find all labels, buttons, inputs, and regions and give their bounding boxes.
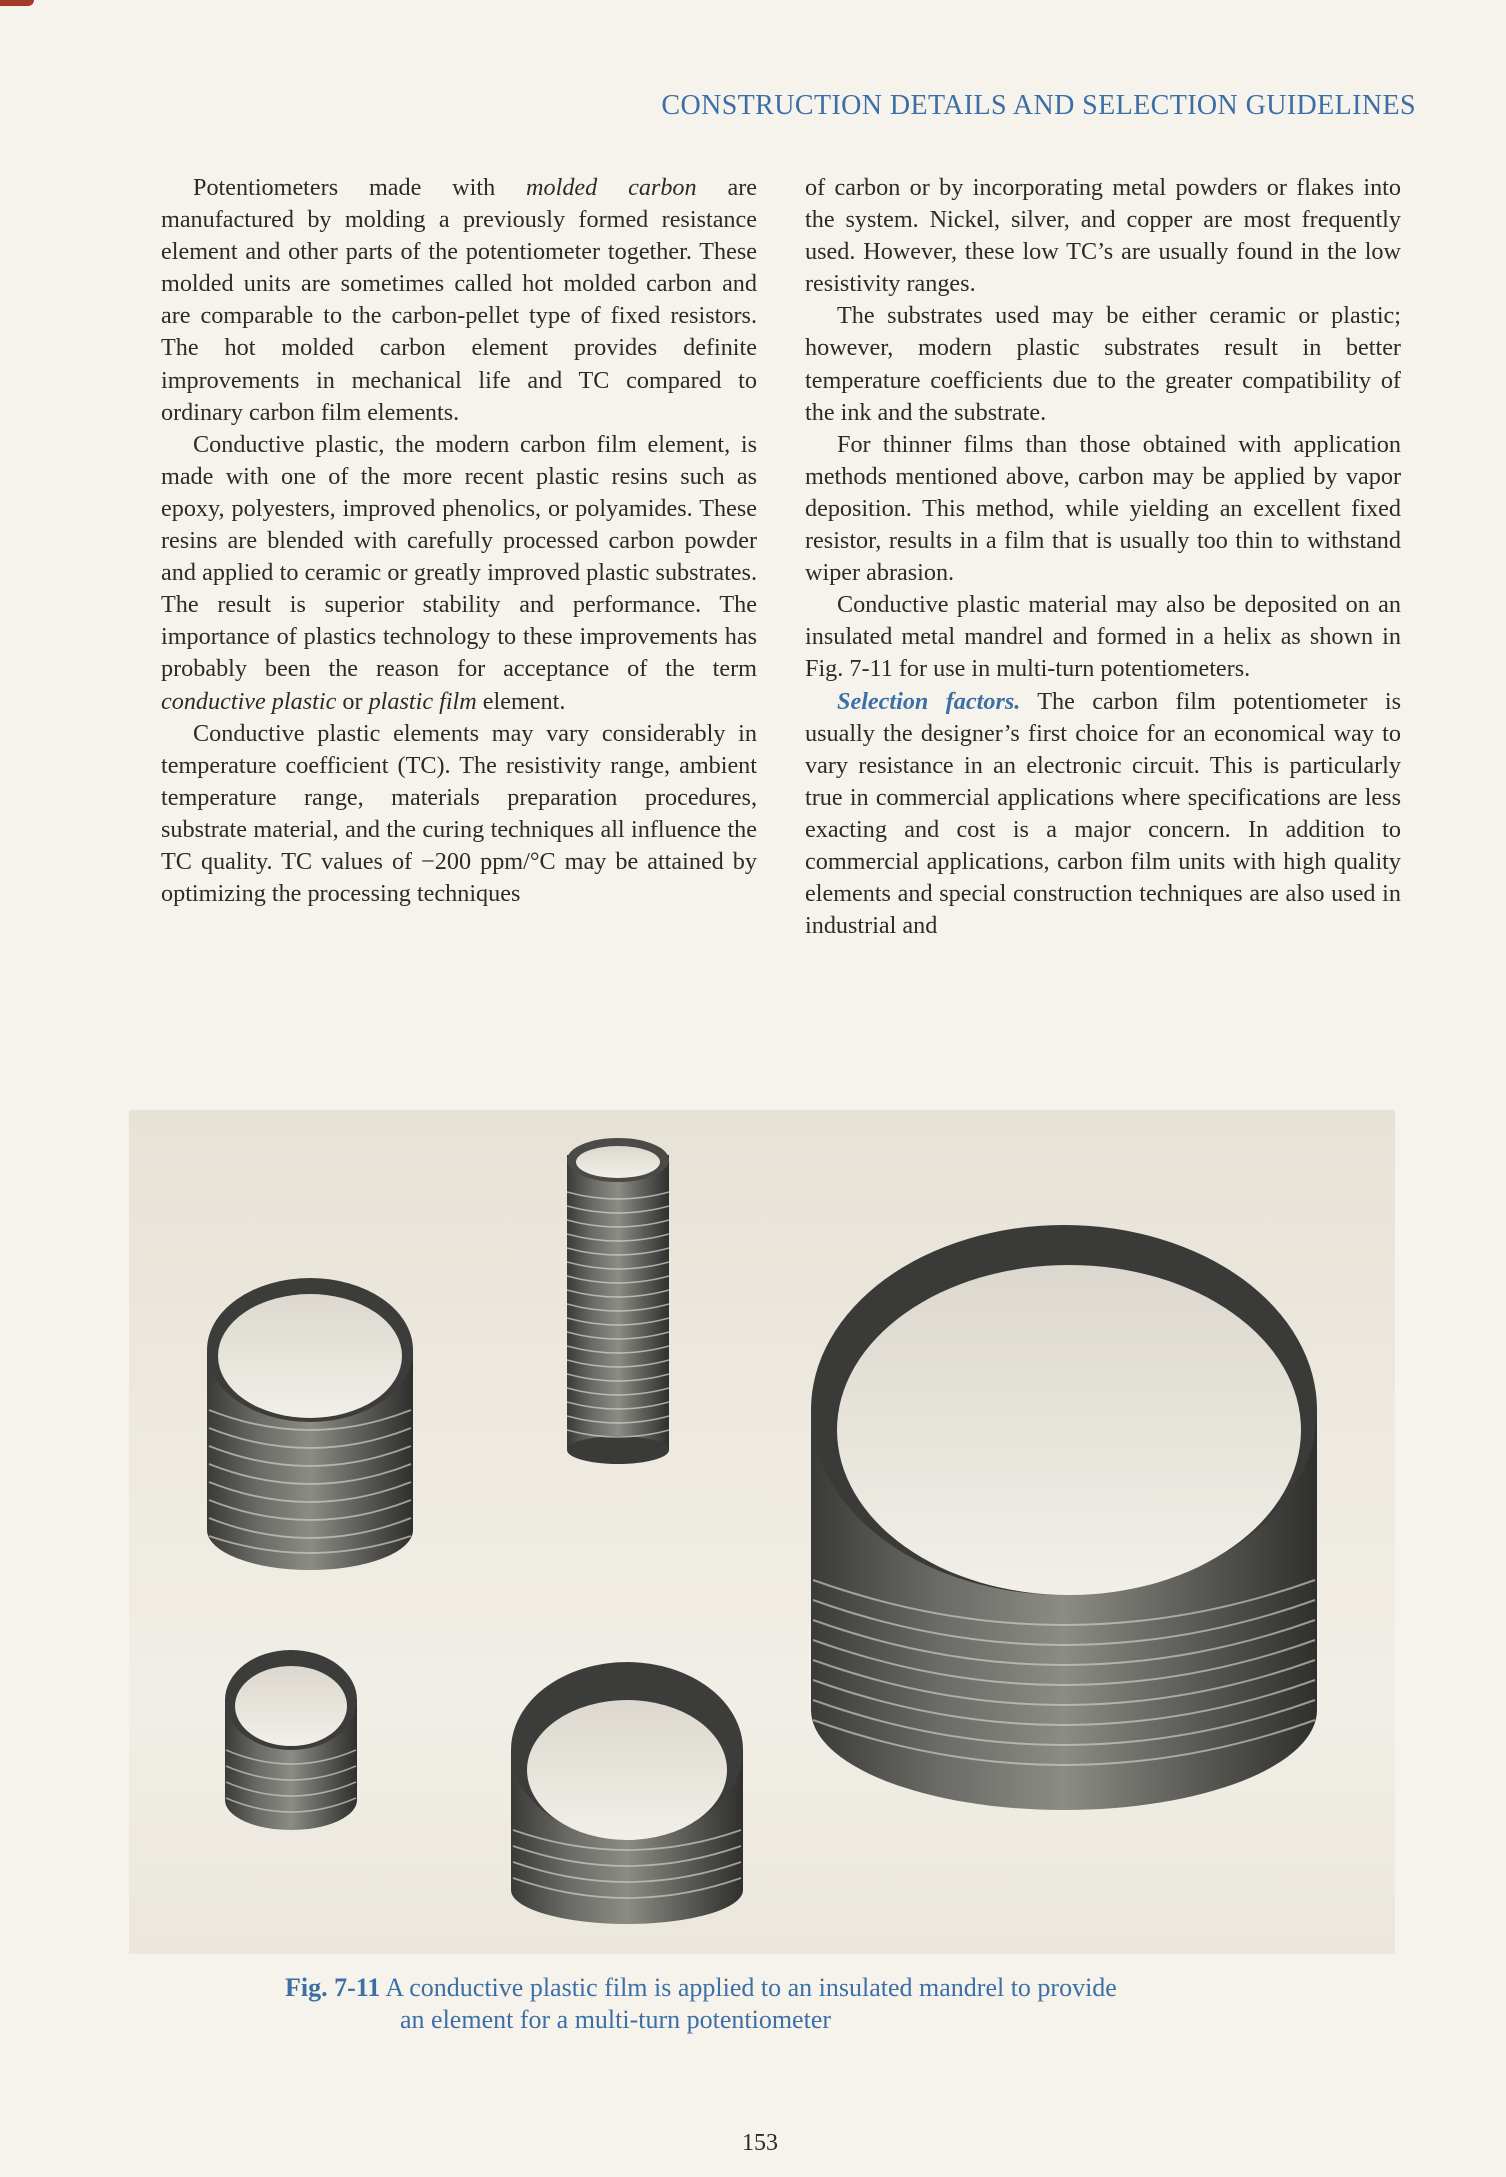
term-plastic-film: plastic film [368,687,477,715]
corner-print-mark [0,0,34,6]
paragraph-vapor-deposition: For thinner films than those obtained with application methods mentioned above, carbon may be applied by vapor deposition. This method, while yielding an excellent fixed resistor, results in a film that is usually too thin to withstand wiper abrasion. [805,430,1401,587]
paragraph-substrates: The substrates used may be either ceramic or plastic; however, modern plastic substrates result in better temperature coefficients due to the greater compatibility of the ink and the substrate. [805,302,1401,426]
left-column [161,172,757,910]
running-header: CONSTRUCTION DETAILS AND SELECTION GUIDELINES [661,90,1416,121]
paragraph-molded-carbon: Potentiometers made with molded carbon are manufactured by molding a previously formed resistance element and other parts of the potentiometer together. These molded units are sometimes called hot molded carbon and are comparable to the carbon-pellet type of fixed resistors. The hot molded carbon element provides definite improvements in mechanical life and TC compared to ordinary carbon film elements. [161,174,758,426]
term-molded-carbon: molded carbon [526,174,697,201]
paragraph-temperature-coefficient: Conductive plastic elements may vary considerably in temperature coefficient (TC). The resistivity range, ambient temperature range, materials preparation procedures, substrate material, and the curing techniques all influence the TC quality. TC values of −200 ppm/°C may be attained by optimizing the processing techniques [161,719,757,908]
paragraph-metal-powders: of carbon or by incorporating metal powders or flakes into the system. Nickel, silver, and copper are most frequently used. However, these low TC’s are usually found in the low resistivity ranges. [805,174,1401,298]
coil-medium-center [511,1662,743,1924]
section-heading-selection-factors: Selection factors. [837,687,1021,715]
caption-line-1: A conductive plastic film is applied to an insulated mandrel to provide [380,1973,1117,2002]
coil-tall [567,1138,669,1464]
page-number: 153 [742,2130,778,2156]
term-conductive-plastic: conductive plastic [161,687,337,715]
right-column [805,172,1401,942]
paragraph-selection-factors: Selection factors. The carbon film potentiometer is usually the designer’s first choice for an economical way to vary resistance in an electronic circuit. This is particularly true in commercial applications where specifications are less exacting and cost is a major concern. In addition to commercial applications, carbon film units with high quality elements and special construction techniques are also used in industrial and [805,687,1402,940]
figure-label: Fig. 7-11 [285,1973,381,2002]
coil-medium-left [207,1278,413,1570]
paragraph-helix: Conductive plastic material may also be deposited on an insulated metal mandrel and formed in a helix as shown in Fig. 7-11 for use in multi-turn potentiometers. [805,591,1401,683]
figure-caption [285,1972,1285,2036]
paragraph-conductive-plastic: Conductive plastic, the modern carbon film element, is made with one of the more recent plastic resins such as epoxy, polyesters, improved phenolics, or polyamides. These resins are blended with carefully processed carbon powder and applied to ceramic or greatly improved plastic substrates. The result is superior stability and performance. The importance of plastics technology to these improvements has probably been the reason for acceptance of the term conductive plastic or plastic film element. [161,430,757,715]
coil-small [225,1650,357,1830]
coil-large [811,1225,1317,1810]
figure-helix-photo [129,1110,1395,1954]
caption-line-2: an element for a multi-turn potentiometer [400,2005,832,2034]
